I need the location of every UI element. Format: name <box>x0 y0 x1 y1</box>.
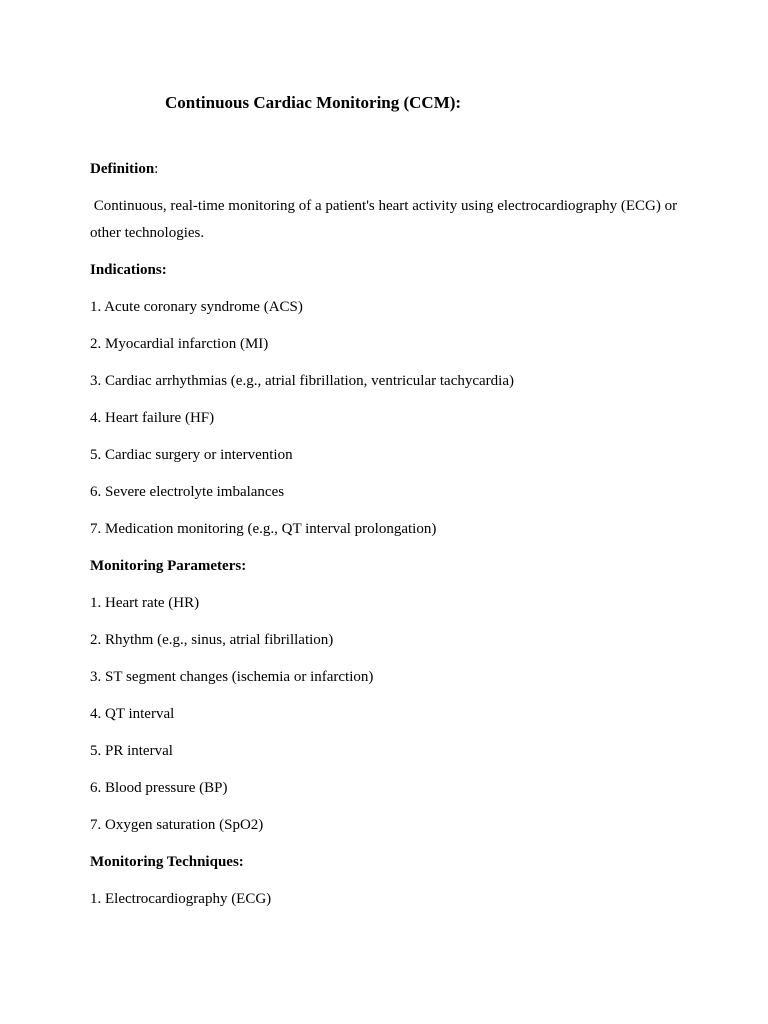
parameters-heading: Monitoring Parameters: <box>90 558 247 574</box>
indication-item: 4. Heart failure (HF) <box>90 410 215 426</box>
indication-item: 2. Myocardial infarction (MI) <box>90 336 269 352</box>
indication-item: 7. Medication monitoring (e.g., QT interval prolongation) <box>90 521 437 537</box>
parameter-item: 1. Heart rate (HR) <box>90 595 200 611</box>
indication-item: 6. Severe electrolyte imbalances <box>90 484 285 500</box>
parameter-item: 5. PR interval <box>90 743 173 759</box>
indication-item: 5. Cardiac surgery or intervention <box>90 447 293 463</box>
indication-item: 3. Cardiac arrhythmias (e.g., atrial fibrillation, ventricular tachycardia) <box>90 373 514 389</box>
definition-text: Continuous, real-time monitoring of a patient's heart activity using electrocardiography (ECG) or other technologies. <box>90 198 681 241</box>
parameter-item: 3. ST segment changes (ischemia or infarction) <box>90 669 374 685</box>
definition-heading <box>90 156 680 183</box>
definition-colon: : <box>154 161 159 177</box>
document-body <box>90 156 680 923</box>
techniques-heading: Monitoring Techniques: <box>90 854 244 870</box>
parameter-item: 4. QT interval <box>90 706 175 722</box>
parameter-item: 6. Blood pressure (BP) <box>90 780 228 796</box>
indication-item: 1. Acute coronary syndrome (ACS) <box>90 299 303 315</box>
indications-heading: Indications: <box>90 262 167 278</box>
parameter-item: 7. Oxygen saturation (SpO2) <box>90 817 264 833</box>
technique-item: 1. Electrocardiography (ECG) <box>90 891 272 907</box>
definition-label: Definition <box>90 161 155 177</box>
document-title: Continuous Cardiac Monitoring (CCM): <box>165 93 462 112</box>
parameter-item: 2. Rhythm (e.g., sinus, atrial fibrillation) <box>90 632 334 648</box>
